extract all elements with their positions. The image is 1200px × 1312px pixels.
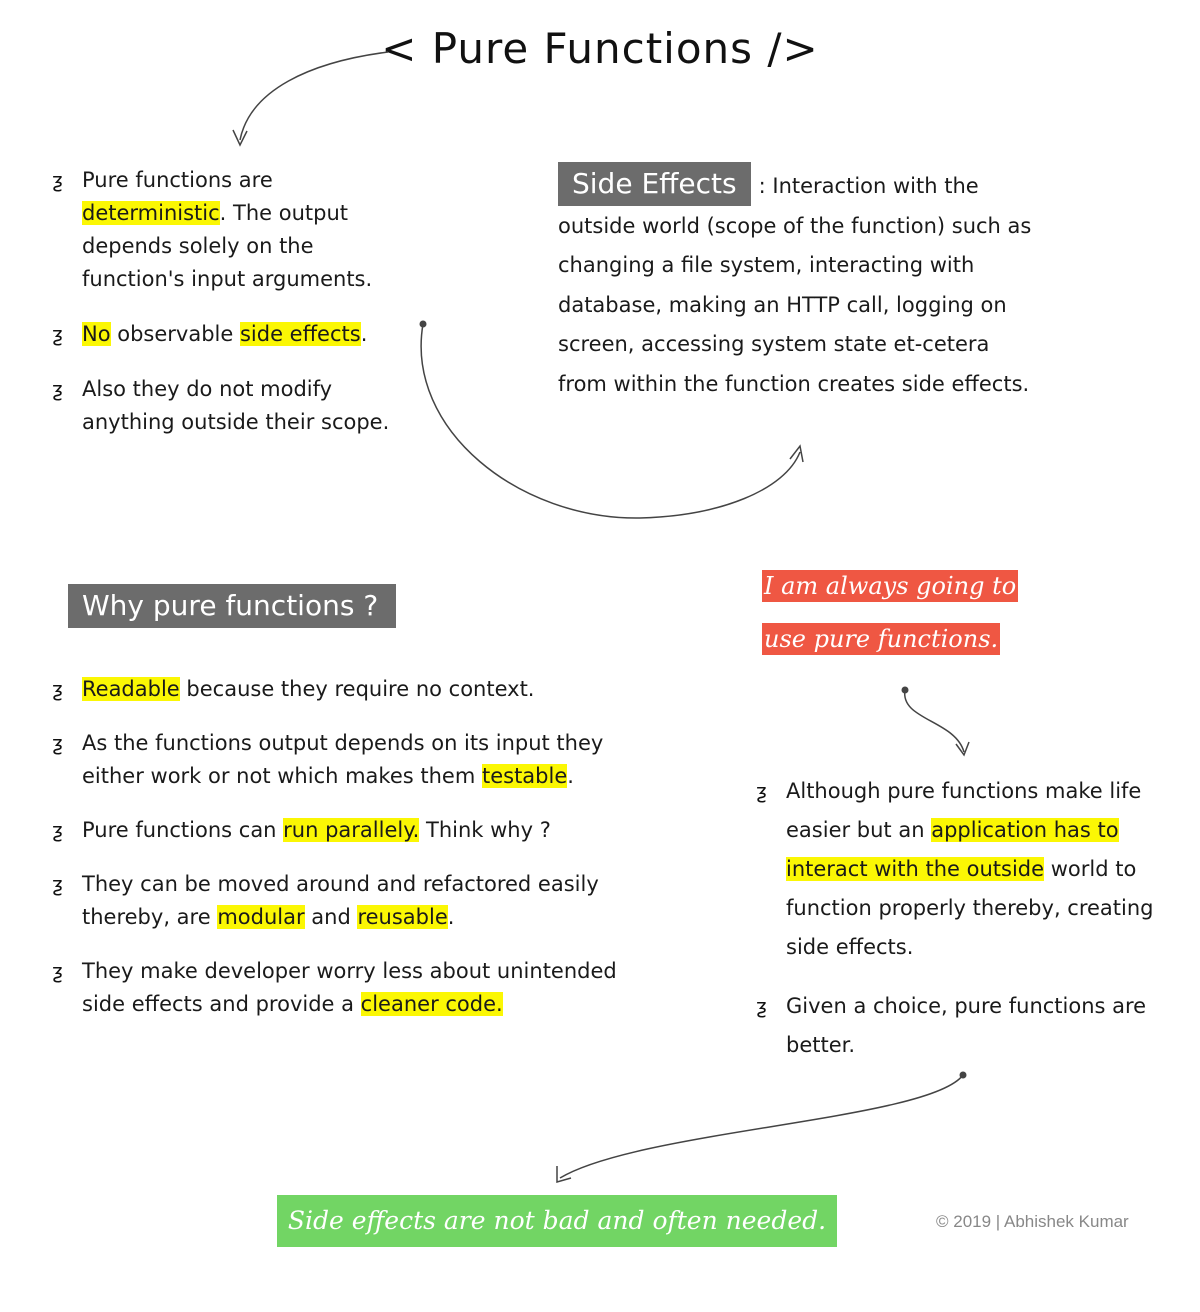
bullet-icon: ƺ [52, 377, 63, 401]
highlighted-text: run parallely. [283, 818, 420, 842]
highlighted-text: modular [217, 905, 305, 929]
list-item [52, 164, 402, 296]
side-effects-definition [558, 162, 1038, 404]
copyright-text: © 2019 | Abhishek Kumar [936, 1212, 1129, 1231]
item-text: . [360, 322, 368, 346]
bullet-icon: ƺ [52, 168, 63, 192]
item-text: Although pure functions make life easier but an [786, 779, 1142, 842]
side-effects-label: Side Effects [558, 162, 751, 206]
item-text: Given a choice, pure functions are better. [786, 994, 1147, 1057]
title-arrow [240, 52, 388, 140]
list-item [52, 868, 637, 934]
bullet-icon: ƺ [52, 322, 63, 346]
list-item [52, 814, 637, 847]
list-item [52, 727, 637, 793]
item-text: and [304, 905, 358, 929]
promise-text: I am always going to use pure functions. [764, 572, 1017, 653]
bullet-icon: ƺ [756, 994, 767, 1018]
bullet-icon: ƺ [52, 818, 63, 842]
intro-points-list [52, 164, 402, 439]
side-effects-text: Interaction with the outside world (scope of the function) such as changing a file system, interacting with database, making an HTTP call, logging on screen, accessing system state et-cetera from within the function creates side effects. [558, 174, 1032, 396]
item-text: Pure functions can [82, 818, 284, 842]
conclusion-arrow [560, 1075, 963, 1178]
item-text: They can be moved around and refactored easily thereby, are [82, 872, 599, 929]
conclusion-banner: Side effects are not bad and often needed. [277, 1195, 837, 1247]
bullet-icon: ƺ [52, 731, 63, 755]
list-item [52, 318, 402, 351]
item-text: As the functions output depends on its input they either work or not which makes them [82, 731, 604, 788]
highlighted-text: Readable [82, 677, 180, 701]
highlighted-text: deterministic [82, 201, 220, 225]
side-effects-separator: : [758, 174, 766, 198]
list-item [756, 772, 1161, 967]
item-text: . The output depends solely on the function's input arguments. [82, 201, 373, 291]
bullet-icon: ƺ [52, 872, 63, 896]
item-text: They make developer worry less about unintended side effects and provide a [82, 959, 617, 1016]
highlighted-text: No [82, 322, 111, 346]
item-text: . [447, 905, 455, 929]
page-title: < Pure Functions /> [381, 24, 819, 73]
item-text: observable [110, 322, 240, 346]
right-points-list [756, 772, 1161, 1065]
list-item [52, 955, 637, 1021]
item-text: Also they do not modify anything outside their scope. [82, 377, 390, 434]
promise-arrow [905, 690, 964, 752]
promise-callout [762, 560, 1042, 666]
list-item [756, 987, 1161, 1065]
highlighted-text: testable [481, 764, 568, 788]
item-text: world to function properly thereby, creating side effects. [786, 857, 1154, 959]
highlighted-text: application has to interact with the outside [786, 818, 1119, 881]
highlighted-text: reusable [357, 905, 448, 929]
list-item [52, 373, 402, 439]
why-pure-functions-label: Why pure functions ? [68, 584, 396, 628]
item-text: Pure functions are [82, 168, 273, 192]
item-text: . [567, 764, 574, 788]
highlighted-text: side effects [239, 322, 361, 346]
bullet-icon: ƺ [756, 779, 767, 803]
item-text: Think why ? [419, 818, 551, 842]
why-points-list [52, 673, 637, 1021]
highlighted-text: cleaner code. [360, 992, 503, 1016]
bullet-icon: ƺ [52, 677, 63, 701]
list-item [52, 673, 637, 706]
item-text: because they require no context. [179, 677, 535, 701]
bullet-icon: ƺ [52, 959, 63, 983]
